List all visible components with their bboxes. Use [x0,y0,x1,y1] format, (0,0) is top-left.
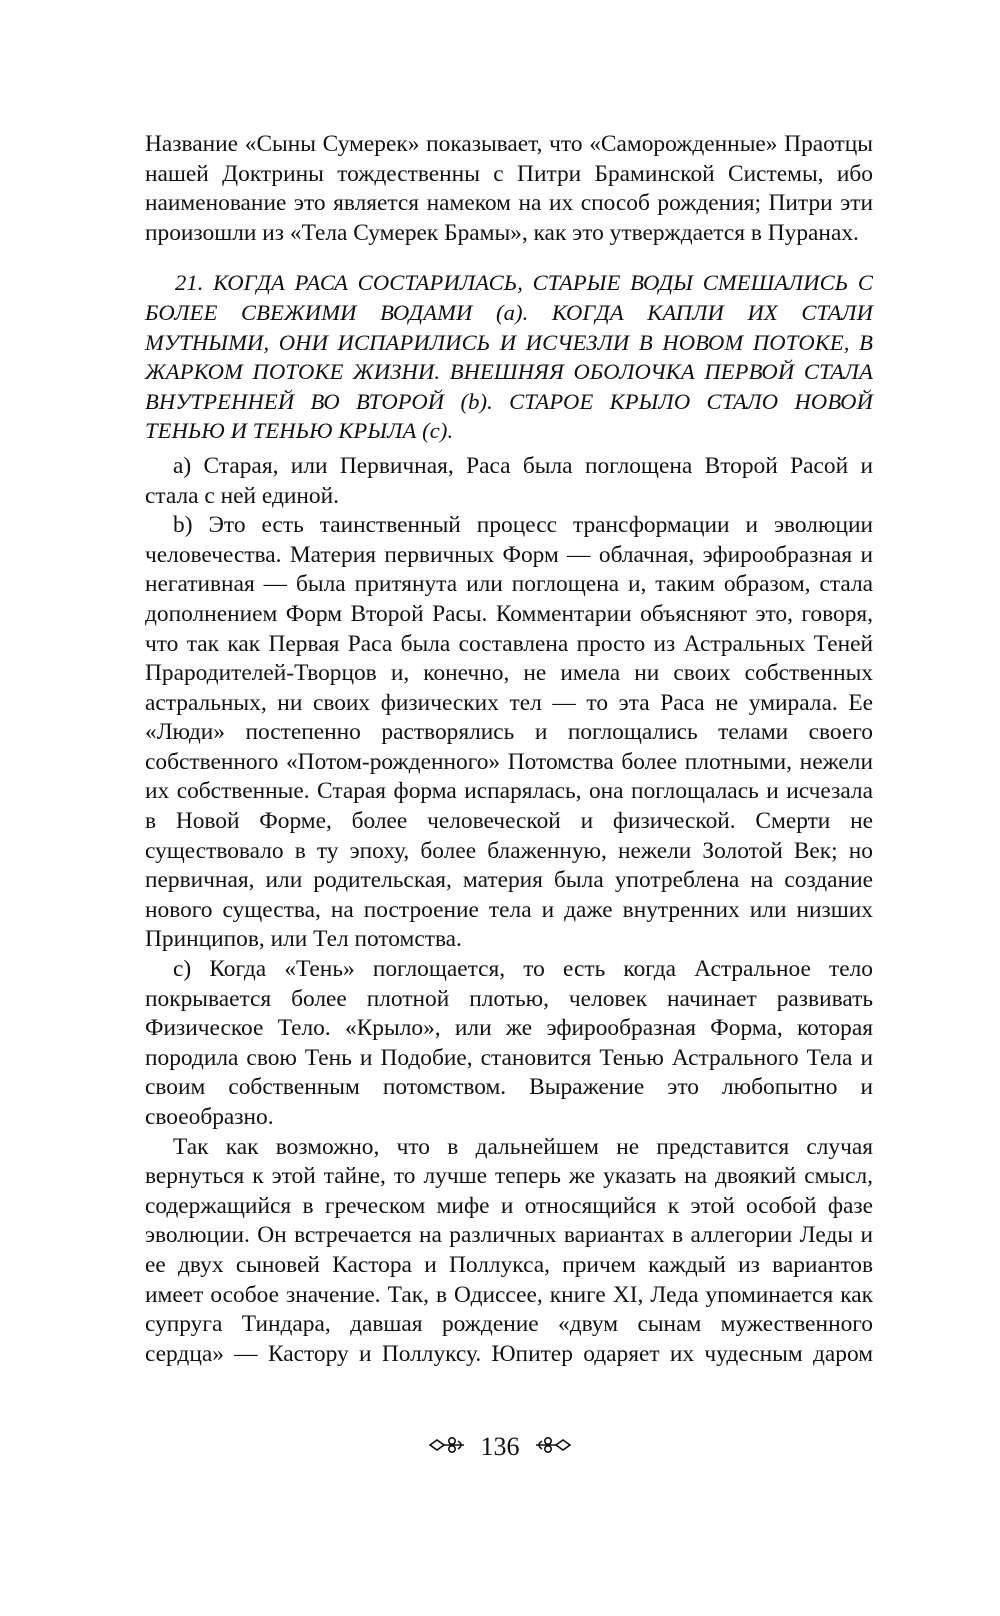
page-footer [0,1430,1000,1462]
paragraph-leda: Так как возможно, что в дальнейшем не представится случая вернуться к этой тайне, то лучше теперь же указать на двоякий смысл, содержащийся в греческом мифе и относящийся к этой особой фазе эволюции. Он встречается на различных вариантах в аллегории Леды и ее двух сыновей Кастора и Поллукса, причем каждый из вариантов имеет особое значение. Так, в Одиссее, книге XI, Леда упоминается как супруга Тиндара, давшая рождение «двум сынам мужественного сердца» — Кастору и Поллуксу. Юпитер одаряет их чудесным даром [145,1133,873,1367]
commentary-a: a) Старая, или Первичная, Раса была поглощена Второй Расой и стала с ней единой. [145,452,873,509]
commentary-c: c) Когда «Тень» поглощается, то есть когда Астральное тело покрывается более плотной плотью, человек начинает развивать Физическое Тело. «Крыло», или же эфирообразная Форма, которая породила свою Тень и Подобие, становится Тенью Астрального Тела и своим собственным потомством. Выражение это любопытно и своеобразно. [145,956,873,1130]
stanza-21: 21. КОГДА РАСА СОСТАРИЛАСЬ, СТАРЫЕ ВОДЫ СМЕШАЛИСЬ С БОЛЕЕ СВЕЖИМИ ВОДАМИ (a). КОГДА КАПЛИ ИХ СТАЛИ МУТНЫМИ, ОНИ ИСПАРИЛИСЬ И ИСЧЕЗЛИ В НОВОМ ПОТОКЕ, В ЖАРКОМ ПОТОКЕ ЖИЗНИ. ВНЕШНЯЯ ОБОЛОЧКА ПЕРВОЙ СТАЛА ВНУТРЕННЕЙ ВО ВТОРОЙ (b). СТАРОЕ КРЫЛО СТАЛО НОВОЙ ТЕНЬЮ И ТЕНЬЮ КРЫЛА (c). [145,270,873,444]
page-number: 136 [480,1432,520,1462]
ornament-left-icon [428,1432,468,1462]
commentary-b: b) Это есть таинственный процесс трансформации и эволюции человечества. Материя первичных Форм — облачная, эфирообразная и негативная — была притянута или поглощена и, таким образом, стала дополнением Форм Второй Расы. Комментарии объясняют это, говоря, что так как Первая Раса была составлена просто из Астральных Теней Прародителей-Творцов и, конечно, не имела ни своих собственных астральных, ни своих физических тел — то эта Раса не умирала. Ее «Люди» постепенно растворялись и поглощались телами своего собственного «Потом-рожденного» Потомства более плотными, нежели их собственные. Старая форма испарялась, она поглощалась и исчезала в Новой Форме, более человеческой и физической. Смерти не существовало в ту эпоху, более блаженную, нежели Золотой Век; но первичная, или родительская, материя была употреблена на создание нового существа, на построение тела и даже внутренних или низших Принципов, или Тел потомства. [145,512,873,953]
paragraph-intro: Название «Сыны Сумерек» показывает, что «Саморожденные» Праотцы нашей Доктрины тождественны с Питри Браминской Системы, ибо наименование это является намеком на их способ рождения; Питри эти произошли из «Тела Сумерек Брамы», как это утверждается в Пуранах. [145,131,873,246]
page-body [145,130,873,1369]
ornament-right-icon [532,1432,572,1462]
